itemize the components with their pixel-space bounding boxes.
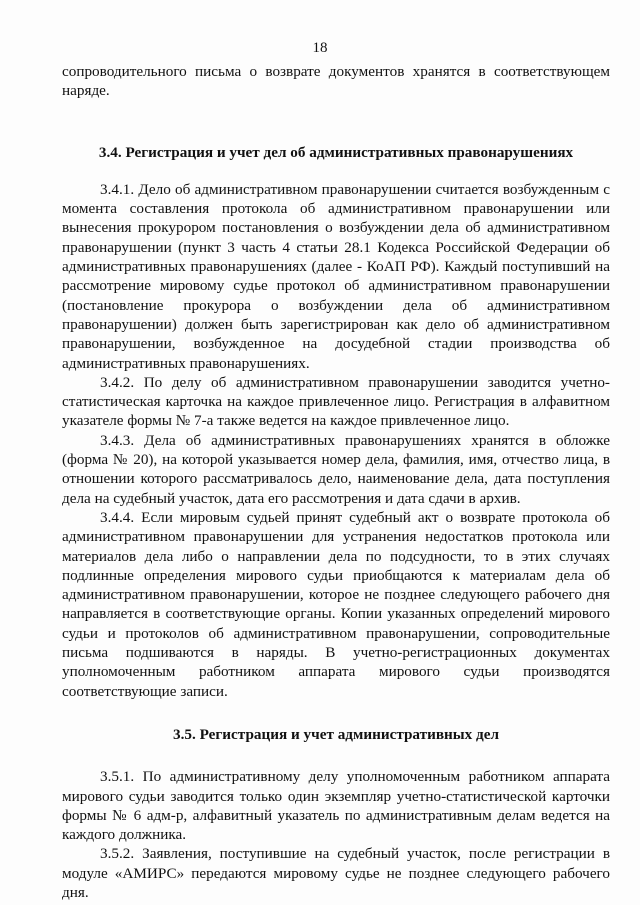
paragraph-3-4-1: 3.4.1. Дело об административном правонарушении считается возбужденным с момента составления протокола об административном правонарушении или вынесения прокурором постановления о возбуждении дела об административном правонарушении (пункт 3 часть 4 статьи 28.1 Кодекса Российской Федерации об административных правонарушениях (далее - КоАП РФ). Каждый поступивший на рассмотрение мировому судье протокол об административном правонарушении (постановление прокурора о возбуждении дела об административном правонарушении) должен быть зарегистрирован как дело об административном правонарушении, возбужденное на досудебной стадии производства об административных правонарушениях.: [62, 180, 610, 372]
paragraph-3-4-4: 3.4.4. Если мировым судьей принят судебный акт о возврате протокола об административном правонарушении для устранения недостатков протокола или материалов дела либо о направлении дела по подсудности, то в этих случаях подлинные определения мирового судьи приобщаются к материалам дела об административном правонарушении, которое не позднее следующего рабочего дня направляется в соответствующие органы. Копии указанных определений мирового судьи и протоколов об административном правонарушении, сопроводительные письма подшиваются в наряды. В учетно-регистрационных документах уполномоченным работником аппарата мирового судьи производятся соответствующие записи.: [62, 508, 610, 700]
paragraph-3-5-1: 3.5.1. По административному делу уполномоченным работником аппарата мирового судьи заводится только один экземпляр учетно-статистической карточки формы № 6 адм-р, алфавитный указатель по административным делам ведется на каждого должника.: [62, 768, 610, 844]
section-3-5-heading: 3.5. Регистрация и учет административных дел: [173, 725, 499, 743]
document-body: [62, 62, 610, 902]
page-number: 18: [312, 40, 328, 56]
paragraph-3-5-2: 3.5.2. Заявления, поступившие на судебный участок, после регистрации в модуле «АМИРС» передаются мировому судье не позднее следующего рабочего дня.: [62, 845, 610, 901]
section-3-4-heading: 3.4. Регистрация и учет дел об административных правонарушениях: [98, 143, 574, 161]
paragraph-3-4-2: 3.4.2. По делу об административном правонарушении заводится учетно-статистическая карточка на каждое привлеченное лицо. Регистрация в алфавитном указателе формы № 7-а также ведется на каждое привлеченное лицо.: [62, 373, 610, 430]
intro-paragraph: сопроводительного письма о возврате документов хранятся в соответствующем наряде.: [62, 63, 610, 100]
paragraph-3-4-3: 3.4.3. Дела об административных правонарушениях хранятся в обложке (форма № 20), на которой указывается номер дела, фамилия, имя, отчество лица, в отношении которого рассматривалось дело, наименование дела, дата поступления дела на судебный участок, дата его рассмотрения и дата сдачи в архив.: [62, 431, 610, 507]
